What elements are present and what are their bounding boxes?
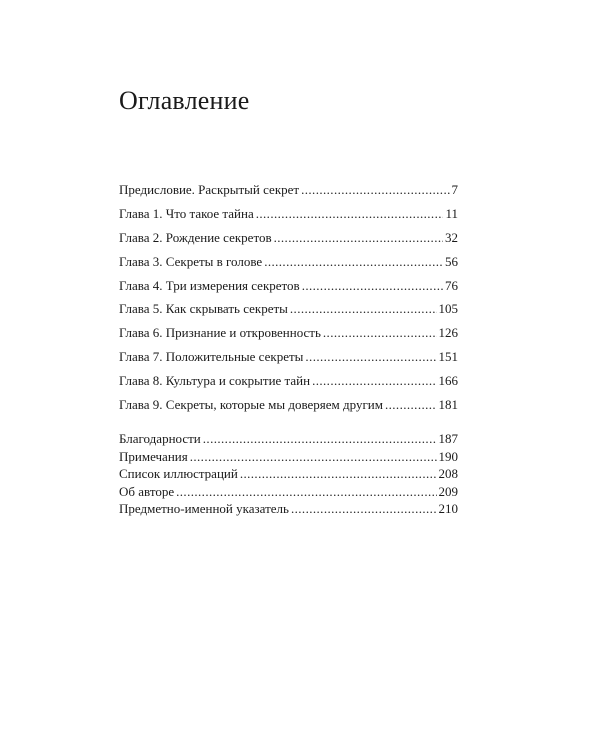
toc-entry [119,431,458,449]
toc-entry-page: 32 [445,229,458,245]
page-title: Оглавление [119,86,250,115]
toc-entry-title: Об авторе [119,483,175,499]
toc-entry-title: Глава 3. Секреты в голове [119,253,263,269]
toc-entry [119,501,458,519]
dot-leader [385,397,437,413]
toc-entry-page: 7 [451,182,458,197]
toc-entry-page: 56 [445,253,458,269]
toc-entry-title: Глава 1. Что такое тайна [119,205,254,221]
toc-entry-page: 11 [445,205,458,221]
toc-entry [119,182,458,206]
toc-entry-title: Глава 2. Рождение секретов [119,229,272,245]
toc-entry-title: Список иллюстраций [119,466,238,481]
toc-entry-title: Предметно-именной указатель [119,501,289,516]
toc-entry-page: 181 [438,397,458,413]
toc-entry [119,397,458,421]
dot-leader [312,373,436,389]
toc-entry-page: 166 [438,373,458,389]
toc-entry-title: Глава 6. Признание и откровенность [119,325,321,341]
toc-entry [119,301,458,325]
dot-leader [240,466,437,482]
toc-entry-page: 210 [438,501,458,516]
toc-entry-page: 209 [438,483,458,499]
toc-back-matter [119,431,458,519]
toc-entry [119,325,458,349]
dot-leader [302,278,443,294]
toc-entry [119,254,458,278]
toc-entry-page: 190 [438,448,458,464]
toc-entry-page: 126 [438,325,458,341]
toc-entry [119,373,458,397]
dot-leader [256,206,444,222]
toc-entry [119,278,458,302]
toc-entry-page: 208 [438,466,458,481]
dot-leader [323,325,437,341]
toc-entry-title: Глава 4. Три измерения секретов [119,277,300,293]
toc-entry-title: Примечания [119,448,188,464]
dot-leader [274,230,443,246]
toc-entry [119,206,458,230]
toc-entry-title: Глава 7. Положительные секреты [119,349,304,365]
toc-entry [119,484,458,502]
toc-entry [119,230,458,254]
toc-entry-page: 187 [438,431,458,446]
toc-entry [119,449,458,467]
toc-entry-title: Глава 5. Как скрывать секреты [119,301,288,317]
dot-leader [264,254,443,270]
toc-entry-title: Предисловие. Раскрытый секрет [119,182,300,197]
dot-leader [291,501,437,517]
dot-leader [203,431,437,447]
toc-entry-page: 151 [438,349,458,365]
toc-chapters [119,182,458,421]
toc-entry-title: Глава 8. Культура и сокрытие тайн [119,373,311,389]
toc-entry-page: 105 [438,301,458,317]
toc-entry-title: Благодарности [119,431,201,446]
toc-entry-page: 76 [445,277,458,293]
dot-leader [176,484,436,500]
dot-leader [290,301,437,317]
dot-leader [305,349,436,365]
toc-entry [119,466,458,484]
toc-entry [119,349,458,373]
toc-entry-title: Глава 9. Секреты, которые мы доверяем другим [119,397,383,413]
dot-leader [190,449,437,465]
dot-leader [301,182,449,198]
